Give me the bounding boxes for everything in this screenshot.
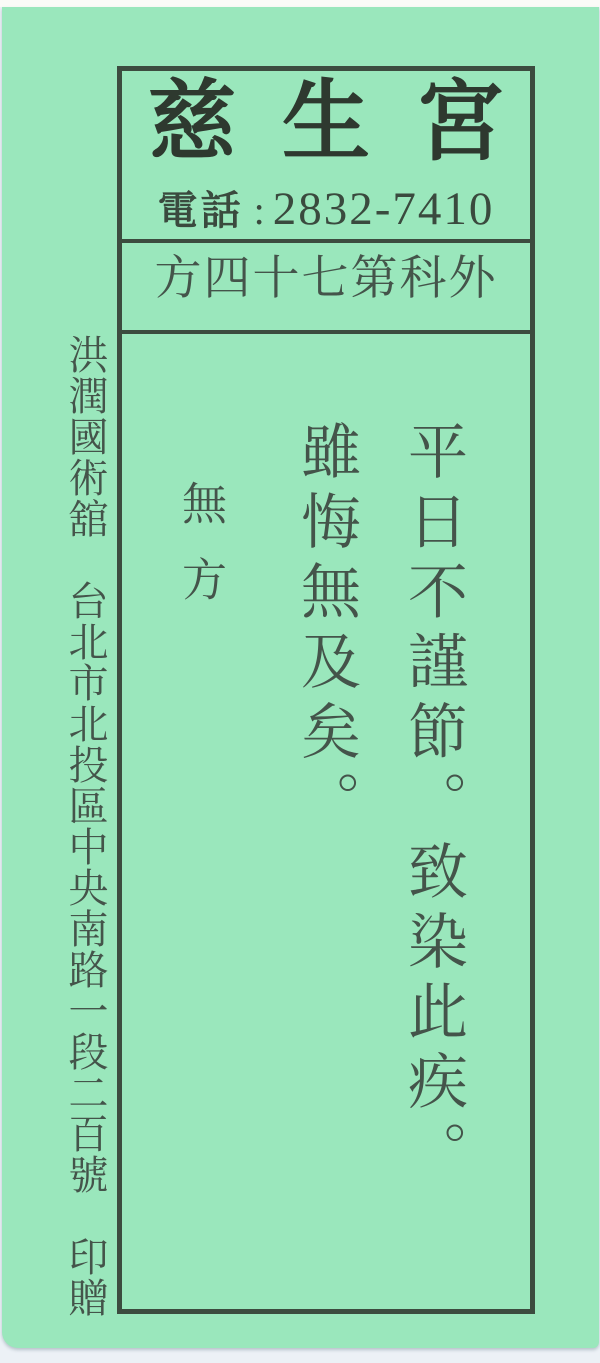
section-divider-bottom <box>119 330 533 334</box>
phone-row <box>117 183 535 235</box>
phone-number: 2832-7410 <box>272 183 495 235</box>
phone-label: 電話 <box>157 188 244 233</box>
prescription-category-row: 方四十七第科外 <box>154 253 498 305</box>
section-divider-top <box>119 239 533 243</box>
scan-edge-top <box>0 0 600 7</box>
donor-credit-column: 洪潤國術舘 台北市北投區中央南路一段二百號 印贈 <box>63 334 108 1318</box>
temple-name: 慈生宮 <box>147 75 550 172</box>
phone-colon: : <box>253 188 265 233</box>
verse-column-2: 雖悔無及矣。 <box>293 420 359 840</box>
remedy-note: 無方 <box>175 480 225 632</box>
verse-column-1: 平日不謹節。致染此疾。 <box>400 420 466 1190</box>
